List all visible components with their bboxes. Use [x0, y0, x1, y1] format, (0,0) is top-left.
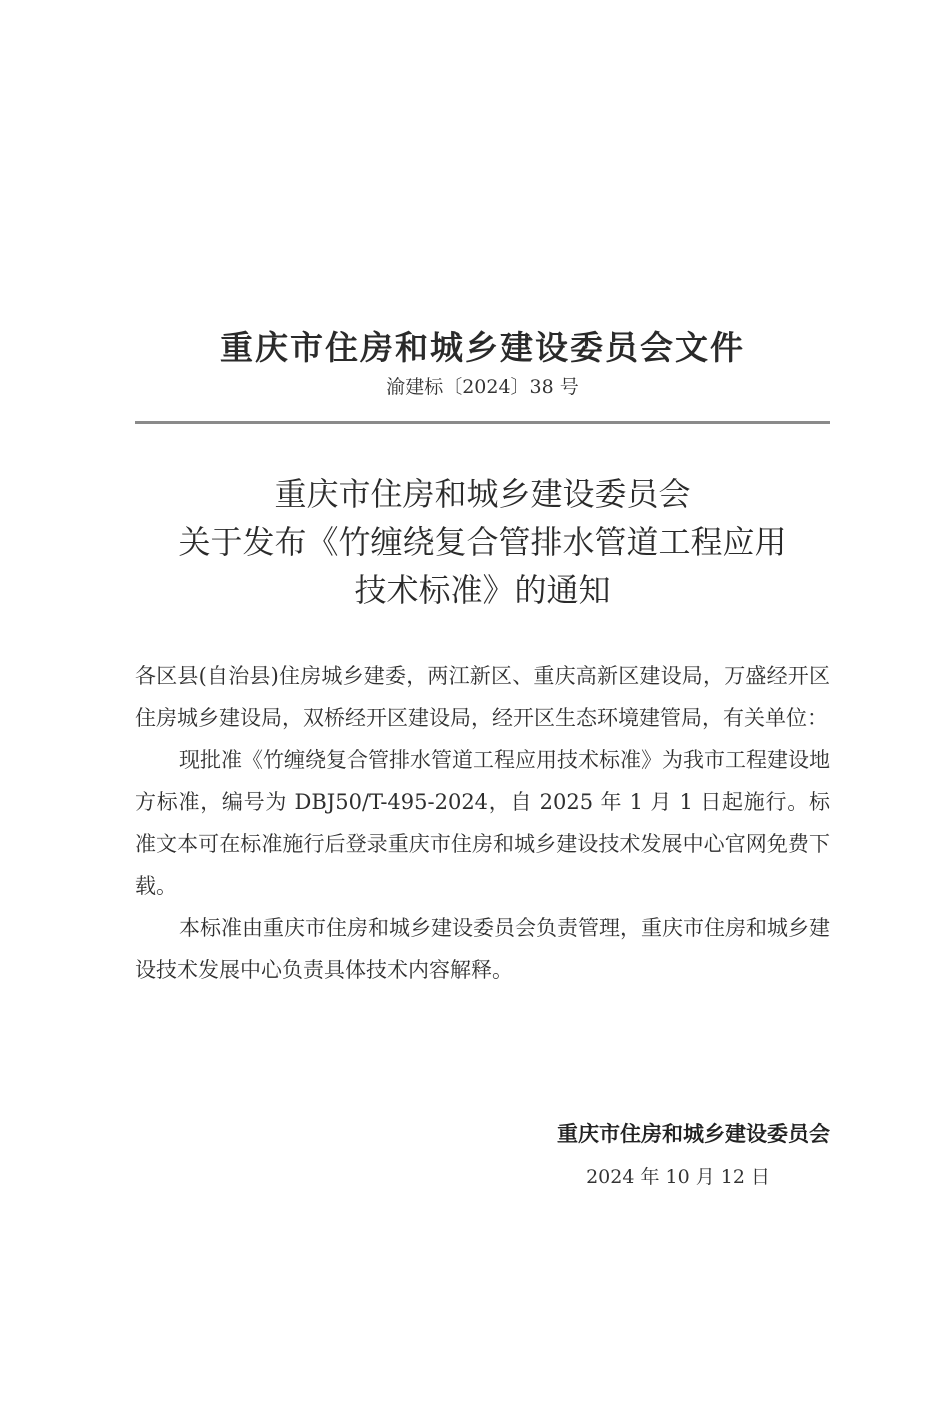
addressees-paragraph: 各区县(自治县)住房城乡建委，两江新区、重庆高新区建设局，万盛经开区住房城乡建设局，双桥经开区建设局，经开区生态环境建管局，有关单位：: [135, 664, 830, 730]
signature-issuer: 重庆市住房和城乡建设委员会: [557, 1122, 830, 1146]
management-paragraph: 本标准由重庆市住房和城乡建设委员会负责管理，重庆市住房和城乡建设技术发展中心负责具体技术内容解释。: [135, 916, 830, 982]
notice-title: [135, 470, 830, 614]
notice-title-line-2: 关于发布《竹缠绕复合管排水管道工程应用: [178, 523, 787, 561]
header-divider: [135, 421, 830, 424]
notice-body: [135, 655, 830, 991]
document-number: 渝建标〔2024〕38 号: [386, 376, 579, 398]
notice-title-line-3: 技术标准》的通知: [354, 571, 611, 609]
issuer-title: 重庆市住房和城乡建设委员会文件: [220, 328, 745, 367]
approval-paragraph: 现批准《竹缠绕复合管排水管道工程应用技术标准》为我市工程建设地方标准，编号为 DBJ50/T-495-2024，自 2025 年 1 月 1 日起施行。标准文本可在标准施行后登录重庆市住房和城乡建设技术发展中心官网免费下载。: [135, 748, 830, 898]
notice-title-line-1: 重庆市住房和城乡建设委员会: [274, 475, 691, 513]
issue-date: 2024 年 10 月 12 日: [586, 1166, 770, 1188]
